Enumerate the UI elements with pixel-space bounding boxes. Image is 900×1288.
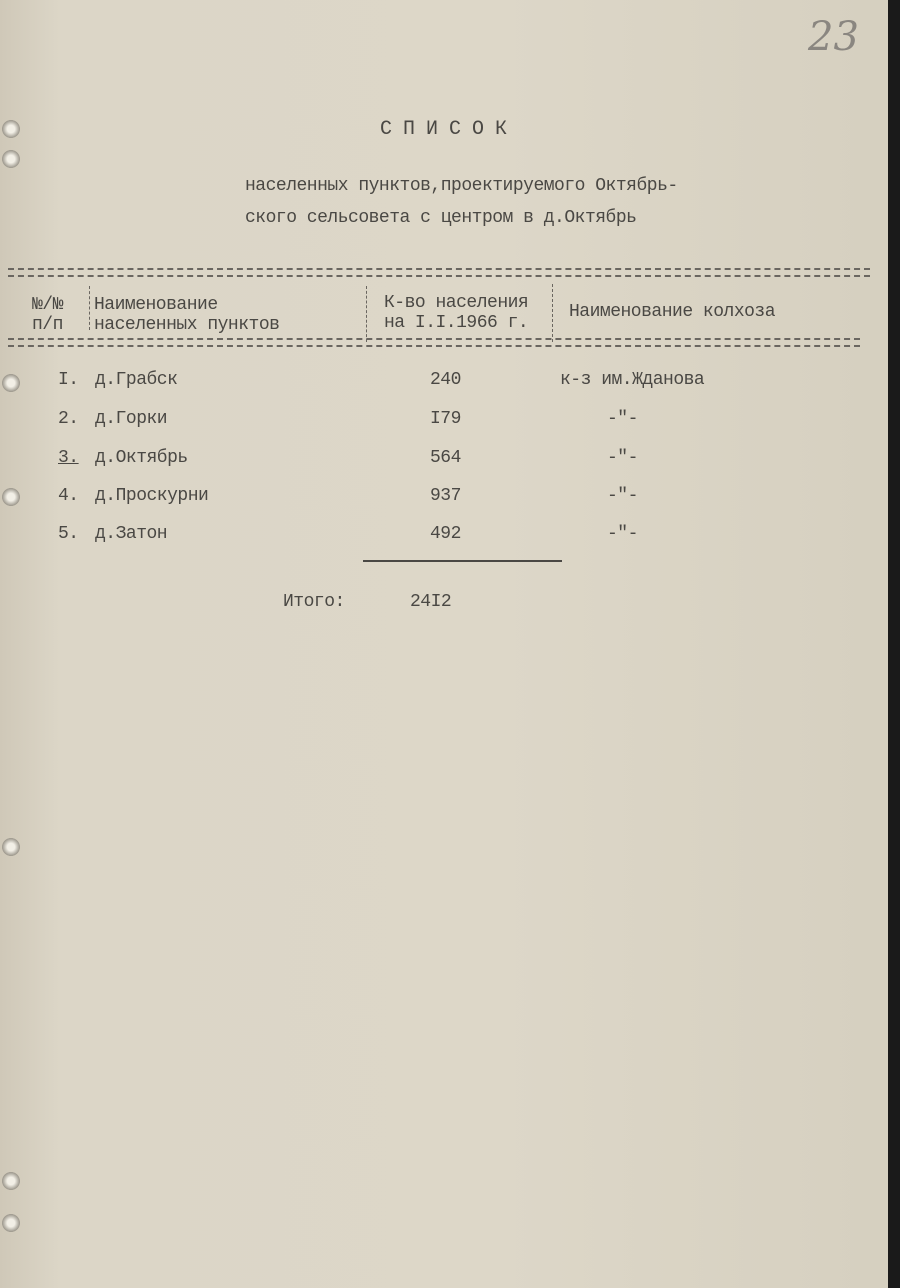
punch-hole xyxy=(2,120,20,138)
punch-hole xyxy=(2,488,20,506)
column-separator xyxy=(89,286,90,330)
row-kolkhoz: -"- xyxy=(607,409,638,429)
row-num: 4. xyxy=(58,486,79,506)
row-name: д.Затон xyxy=(95,524,168,544)
header-population-1: К-во населения xyxy=(384,293,529,313)
row-name: д.Грабск xyxy=(95,370,178,390)
header-name-1: Наименование xyxy=(94,295,218,315)
header-population-2: на I.I.1966 г. xyxy=(384,313,529,333)
header-kolkhoz: Наименование колхоза xyxy=(569,302,776,322)
header-num-1: №/№ xyxy=(32,295,63,315)
row-name: д.Проскурни xyxy=(95,486,209,506)
row-num: I. xyxy=(58,370,79,390)
subtitle-line-1: населенных пунктов,проектируемого Октябрь- xyxy=(245,176,678,196)
row-population: 564 xyxy=(430,448,461,468)
sum-rule xyxy=(363,560,562,562)
row-name: д.Октябрь xyxy=(95,448,188,468)
header-num-2: п/п xyxy=(32,315,63,335)
row-num: 2. xyxy=(58,409,79,429)
page-number: 23 xyxy=(808,14,859,60)
row-population: 937 xyxy=(430,486,461,506)
column-separator xyxy=(366,286,367,342)
header-top-rule xyxy=(8,268,870,277)
row-kolkhoz: -"- xyxy=(607,486,638,506)
total-value: 24I2 xyxy=(410,592,452,612)
punch-hole xyxy=(2,1214,20,1232)
punch-hole xyxy=(2,150,20,168)
row-num: 5. xyxy=(58,524,79,544)
row-num: 3. xyxy=(58,448,79,468)
punch-hole xyxy=(2,838,20,856)
punch-hole xyxy=(2,1172,20,1190)
row-name: д.Горки xyxy=(95,409,168,429)
row-population: 240 xyxy=(430,370,461,390)
row-kolkhoz: -"- xyxy=(607,448,638,468)
scan-edge xyxy=(888,0,900,1288)
row-population: I79 xyxy=(430,409,461,429)
header-bottom-rule xyxy=(8,338,860,347)
subtitle-line-2: ского сельсовета с центром в д.Октябрь xyxy=(245,208,637,228)
total-label: Итого: xyxy=(283,592,345,612)
row-population: 492 xyxy=(430,524,461,544)
header-name-2: населенных пунктов xyxy=(94,315,280,335)
punch-hole xyxy=(2,374,20,392)
row-kolkhoz: к-з им.Жданова xyxy=(560,370,705,390)
document-title: С П И С О К xyxy=(380,118,507,141)
column-separator xyxy=(552,284,553,342)
row-kolkhoz: -"- xyxy=(607,524,638,544)
